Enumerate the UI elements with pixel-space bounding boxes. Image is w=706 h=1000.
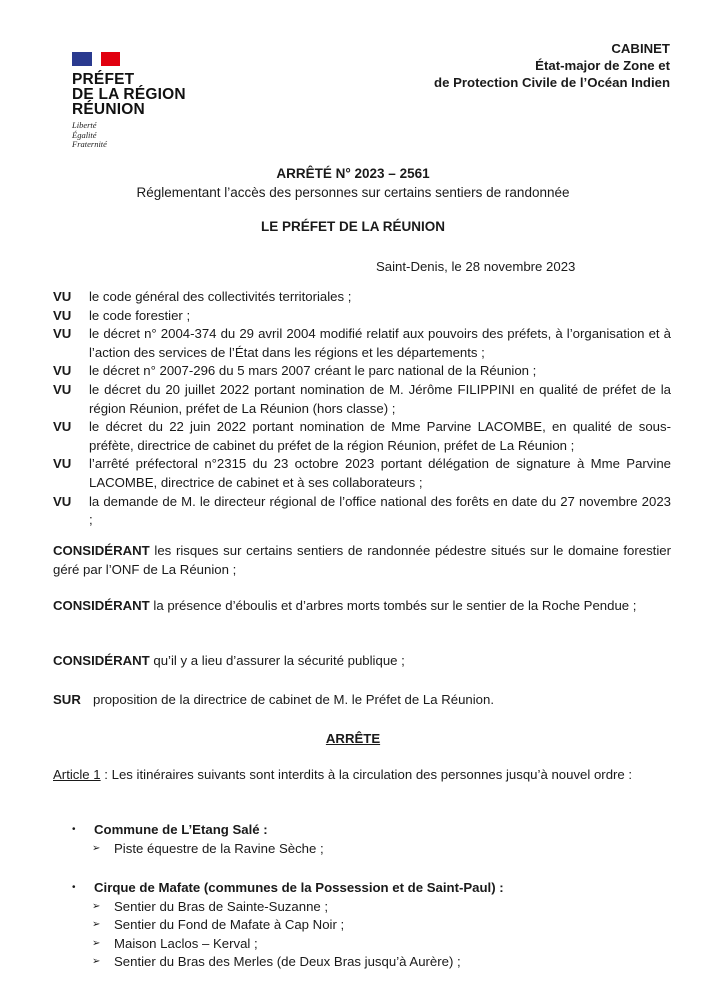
bullet-icon: • [72,882,76,893]
office-header: CABINET État-major de Zone et de Protection Civile de l’Océan Indien [434,41,670,90]
place-date: Saint-Denis, le 28 novembre 2023 [376,259,576,274]
arrow-bullet-icon: ➢ [92,937,101,949]
prefecture-logo [72,52,186,150]
location-group: • Commune de L’Etang Salé : ➢ Piste équestre de la Ravine Sèche ; [72,821,672,858]
location-group: • Cirque de Mafate (communes de la Possession et de Saint-Paul) : ➢ Sentier du Bras de Sainte-Suzanne ; ➢ Sentier du Fond de Mafate à Cap Noir ; ➢ Maison Laclos – Kerval ; ➢ Sentier du Bras des Merles (de Deux Bras jusqu’à Aurère) ; [72,879,672,972]
issuing-authority: LE PRÉFET DE LA RÉUNION [260,219,445,234]
republic-flag-icon [72,52,120,66]
trail-item: ➢ Piste équestre de la Ravine Sèche ; [72,840,672,859]
vu-item: VU le décret du 22 juin 2022 portant nomination de Mme Parvine LACOMBE, en qualité de sous-préfète, directrice de cabinet du préfet de la région Réunion, préfet de La Réunion ; [53,419,671,453]
considerant-item: CONSIDÉRANT les risques sur certains sentiers de randonnée pédestre situés sur le domaine forestier géré par l’ONF de La Réunion ; [53,543,671,577]
considerant-item: CONSIDÉRANT qu’il y a lieu d’assurer la sécurité publique ; [53,653,405,668]
arrete-number: ARRÊTÉ N° 2023 – 2561 [276,166,430,181]
vu-list [53,288,671,530]
vu-item: VU le décret n° 2007-296 du 5 mars 2007 créant le parc national de la Réunion ; [53,363,537,379]
arrow-bullet-icon: ➢ [92,842,101,854]
trail-item: ➢ Sentier du Bras de Sainte-Suzanne ; [72,898,672,917]
arrow-bullet-icon: ➢ [92,900,101,912]
trail-item: ➢ Sentier du Bras des Merles (de Deux Bras jusqu’à Aurère) ; [72,953,672,972]
article-1: Article 1 : Les itinéraires suivants sont interdits à la circulation des personnes jusqu’à nouvel ordre : [53,767,633,782]
arrete-heading: ARRÊTE [325,731,381,746]
vu-item: VU l’arrêté préfectoral n°2315 du 23 octobre 2023 portant délégation de signature à Mme Parvine LACOMBE, directrice de cabinet et à ses collaborateurs ; [53,456,671,490]
arrow-bullet-icon: ➢ [92,956,101,968]
arrow-bullet-icon: ➢ [92,919,101,931]
trail-item: ➢ Sentier du Fond de Mafate à Cap Noir ; [72,916,672,935]
vu-item: VU le décret du 20 juillet 2022 portant nomination de M. Jérôme FILIPPINI en qualité de préfet de la région Réunion, préfet de La Réunion (hors classe) ; [53,381,671,416]
sur-clause: SUR proposition de la directrice de cabinet de M. le Préfet de La Réunion. [53,692,494,707]
logo-title: PRÉFET DE LA RÉGION RÉUNION [72,71,186,118]
vu-item: VU le code forestier ; [53,307,191,323]
vu-item: VU le décret n° 2004-374 du 29 avril 2004 modifié relatif aux pouvoirs des préfets, à l’organisation et à l’action des services de l’État dans les régions et les départements ; [53,326,671,360]
vu-item: VU le code général des collectivités territoriales ; [53,289,352,304]
trail-item: ➢ Maison Laclos – Kerval ; [72,935,672,954]
republic-motto: Liberté Égalité Fraternité [72,120,107,149]
considerant-item: CONSIDÉRANT la présence d’éboulis et d’arbres morts tombés sur le sentier de la Roche Pendue ; [53,598,637,613]
bullet-icon: • [72,824,76,835]
arrete-subtitle: Réglementant l’accès des personnes sur certains sentiers de randonnée [136,185,570,200]
article-label: Article 1 [53,767,101,782]
vu-item: VU la demande de M. le directeur régional de l’office national des forêts en date du 27 novembre 2023 ; [53,493,671,528]
